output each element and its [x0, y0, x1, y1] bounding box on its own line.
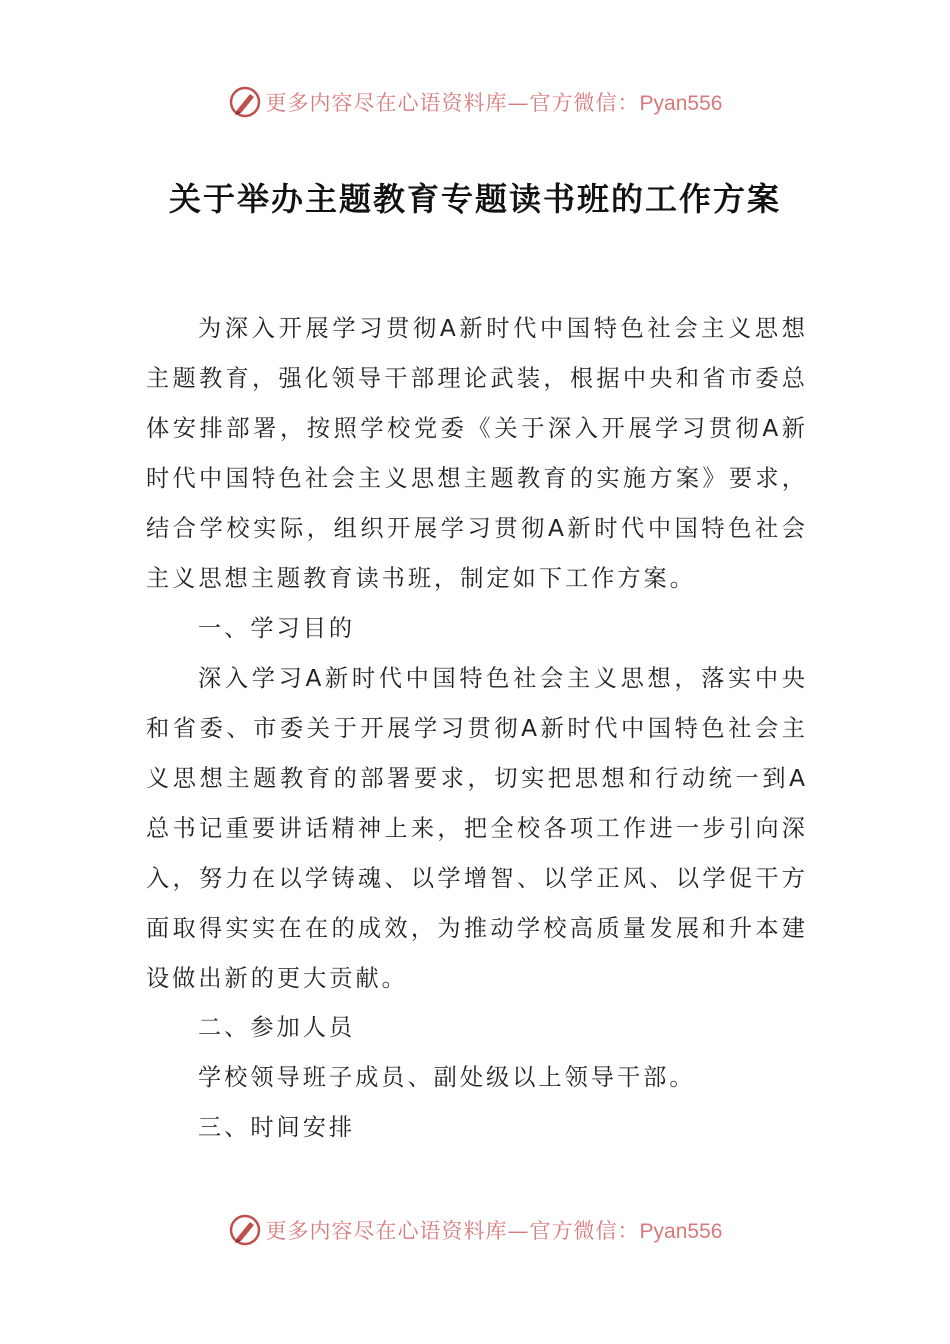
pen-circle-logo-icon	[228, 1213, 262, 1247]
intro-paragraph: 为深入开展学习贯彻A新时代中国特色社会主义思想主题教育，强化领导干部理论武装，根据中央和省市委总体安排部署，按照学校党委《关于深入开展学习贯彻A新时代中国特色社会主义思想主题教育的实施方案》要求，结合学校实际，组织开展学习贯彻A新时代中国特色社会主义思想主题教育读书班，制定如下工作方案。	[146, 315, 808, 592]
pen-circle-logo-icon	[228, 85, 262, 119]
watermark-text: 更多内容尽在心语资料库—官方微信：Pyan556	[265, 1219, 723, 1243]
section-heading-schedule: 三、时间安排	[198, 1114, 356, 1141]
purpose-paragraph: 深入学习A新时代中国特色社会主义思想，落实中央和省委、市委关于开展学习贯彻A新时代中国特色社会主义思想主题教育的部署要求，切实把思想和行动统一到A总书记重要讲话精神上来，把全校各项工作进一步引向深入，努力在以学铸魂、以学增智、以学正风、以学促干方面取得实实在在的成效，为推动学校高质量发展和升本建设做出新的更大贡献。	[146, 665, 808, 992]
watermark-text: 更多内容尽在心语资料库—官方微信：Pyan556	[265, 91, 723, 115]
footer-watermark-banner	[0, 1210, 950, 1250]
header-watermark-banner	[0, 82, 950, 122]
document-title: 关于举办主题教育专题读书班的工作方案	[168, 180, 781, 218]
section-heading-participants: 二、参加人员	[198, 1014, 356, 1041]
participants-paragraph: 学校领导班子成员、副处级以上领导干部。	[198, 1064, 696, 1091]
section-heading-purpose: 一、学习目的	[198, 615, 356, 642]
